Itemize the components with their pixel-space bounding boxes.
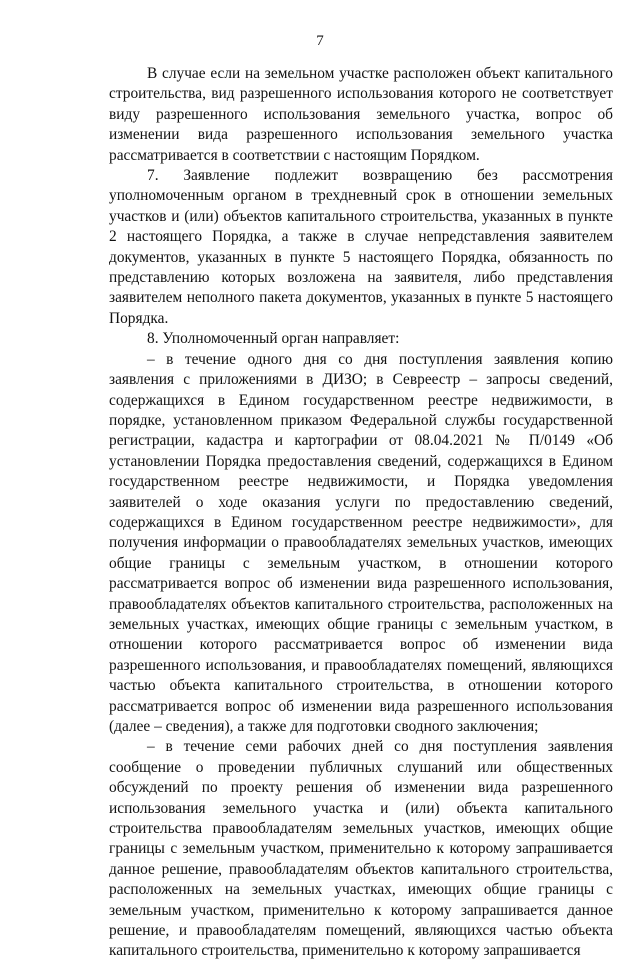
- page-number: 7: [316, 33, 324, 49]
- paragraph-8-authority-sends: 8. Уполномоченный орган направляет:: [147, 330, 400, 348]
- paragraph-change-of-use: В случае если на земельном участке расположен объект капитального строительства, вид разрешенного использования которого не соответствует виду разрешенного использования земельного участка, вопрос об изменении вида разрешенного использования земельного участка рассматривается в соответствии с настоящим Порядком.: [109, 65, 613, 164]
- paragraph-7-return-of-application: 7. Заявление подлежит возвращению без рассмотрения уполномоченным органом в трехдневный срок в отношении земельных участков и (или) объектов капитального строительства, указанных в пункте 2 настоящего Порядка, а также в случае непредставления заявителем документов, указанных в пункте 5 настоящего Порядка, обязанность по представлению которых возложена на заявителя, либо представления заявителем неполного пакета документов, указанных в пункте 5 настоящего Порядка.: [109, 167, 613, 327]
- list-item-seven-days: – в течение семи рабочих дней со дня поступления заявления сообщение о проведении публичных слушаний или общественных обсуждений по проекту решения об изменении вида разрешенного использования земельного участка и (или) объекта капитального строительства правообладателям земельных участков, имеющих общие границы с земельным участком, применительно к которому запрашивается данное решение, правообладателям объектов капитального строительства, расположенных на земельных участках, имеющих общие границы с земельным участком, применительно к которому запрашивается данное решение, и правообладателям помещений, являющихся частью объекта капитального строительства, применительно к которому запрашивается: [109, 738, 613, 960]
- document-body: [109, 64, 613, 962]
- list-item-one-day: – в течение одного дня со дня поступления заявления копию заявления с приложениями в ДИЗО; в Севреестр – запросы сведений, содержащихся в Едином государственном реестре недвижимости, в порядке, установленном приказом Федеральной службы государственной регистрации, кадастра и картографии от 08.04.2021 № П/0149 «Об установлении Порядка предоставления сведений, содержащихся в Едином государственном реестре недвижимости, и Порядка уведомления заявителей о ходе оказания услуги по предоставлению сведений, содержащихся в Едином государственном реестре недвижимости», для получения информации о правообладателях земельных участков, имеющих общие границы с земельным участком, в отношении которого рассматривается вопрос об изменении вида разрешенного использования, правообладателях объектов капитального строительства, расположенных на земельных участках, имеющих общие границы с земельным участком, в отношении которого рассматривается вопрос об изменении вида разрешенного использования, и правообладателях помещений, являющихся частью объекта капитального строительства, в отношении которого рассматривается вопрос об изменении вида разрешенного использования (далее – сведения), а также для подготовки сводного заключения;: [109, 350, 613, 735]
